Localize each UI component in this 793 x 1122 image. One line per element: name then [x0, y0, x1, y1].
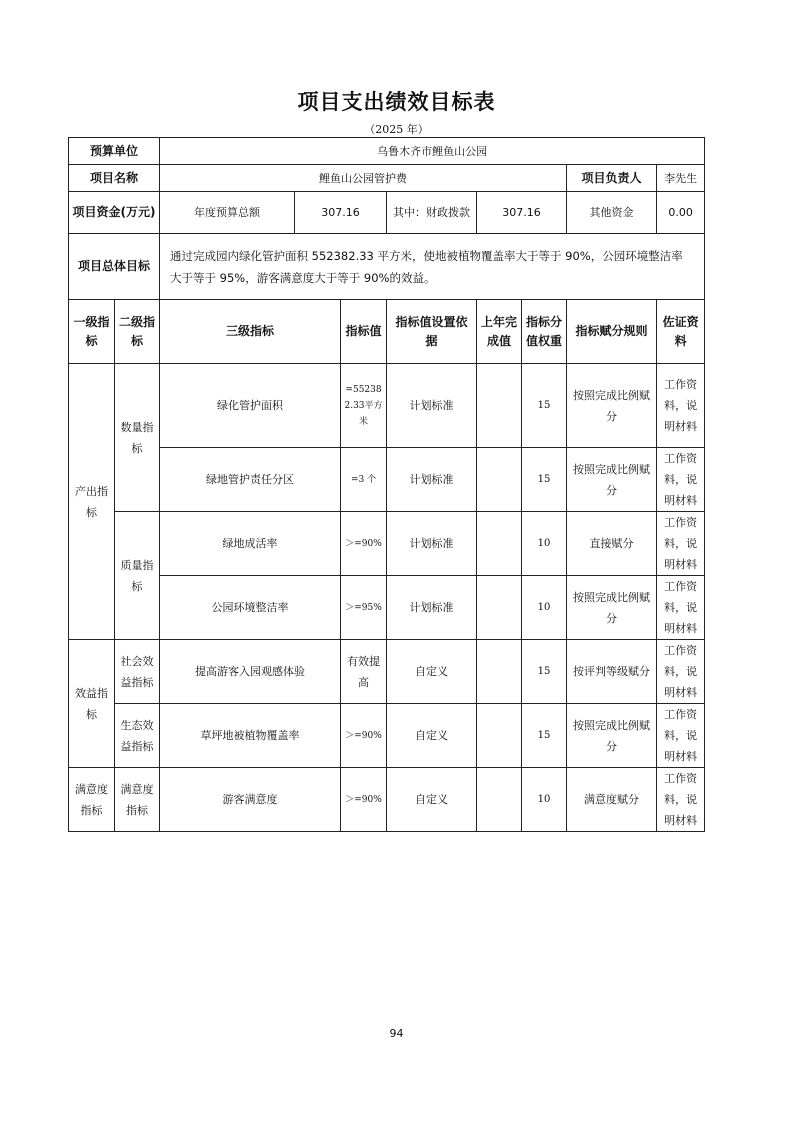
table-row [69, 512, 705, 576]
header-level3: 三级指标 [160, 300, 341, 364]
table-row [69, 448, 705, 512]
group-eco: 生态效益指标 [115, 704, 160, 768]
indicator-value: =3 个 [341, 448, 387, 512]
table-row [69, 576, 705, 640]
indicator-basis: 计划标准 [387, 576, 477, 640]
table-row [69, 704, 705, 768]
project-name-row [69, 165, 705, 192]
indicator-evidence: 工作资料，说明材料 [657, 640, 705, 704]
project-name-label: 项目名称 [69, 165, 160, 192]
group-quantity: 数量指标 [115, 364, 160, 512]
header-level1: 一级指标 [69, 300, 115, 364]
group-benefit: 效益指标 [69, 640, 115, 768]
indicator-value: 有效提高 [341, 640, 387, 704]
indicator-last-year [477, 704, 522, 768]
indicator-evidence: 工作资料，说明材料 [657, 768, 705, 832]
indicator-rule: 按照完成比例赋分 [567, 576, 657, 640]
project-funds-row [69, 192, 705, 234]
indicator-basis: 计划标准 [387, 512, 477, 576]
indicator-weight: 10 [522, 576, 567, 640]
indicator-evidence: 工作资料，说明材料 [657, 364, 705, 448]
indicator-last-year [477, 576, 522, 640]
indicator-weight: 15 [522, 640, 567, 704]
performance-target-table [68, 137, 705, 832]
indicator-basis: 自定义 [387, 768, 477, 832]
indicator-rule: 直接赋分 [567, 512, 657, 576]
table-row [69, 364, 705, 448]
budget-unit-label: 预算单位 [69, 138, 160, 165]
header-level2: 二级指标 [115, 300, 160, 364]
indicator-evidence: 工作资料，说明材料 [657, 512, 705, 576]
budget-unit-row [69, 138, 705, 165]
header-evidence: 佐证资料 [657, 300, 705, 364]
header-basis: 指标值设置依据 [387, 300, 477, 364]
indicator-rule: 按照完成比例赋分 [567, 448, 657, 512]
indicator-last-year [477, 512, 522, 576]
project-name-value: 鲤鱼山公园管护费 [160, 165, 567, 192]
indicator-value: ＞=95% [341, 576, 387, 640]
indicator-name: 公园环境整洁率 [160, 576, 341, 640]
indicator-name: 绿地成活率 [160, 512, 341, 576]
header-rule: 指标赋分规则 [567, 300, 657, 364]
indicator-basis: 计划标准 [387, 448, 477, 512]
indicator-basis: 自定义 [387, 640, 477, 704]
indicator-basis: 自定义 [387, 704, 477, 768]
header-last-year: 上年完成值 [477, 300, 522, 364]
group-satisfaction: 满意度指标 [69, 768, 115, 832]
leader-value: 李先生 [657, 165, 705, 192]
indicator-rule: 满意度赋分 [567, 768, 657, 832]
indicator-weight: 15 [522, 704, 567, 768]
indicator-rule: 按照完成比例赋分 [567, 704, 657, 768]
fiscal-value: 307.16 [477, 192, 567, 234]
page-number: 94 [389, 1027, 404, 1040]
page-title: 项目支出绩效目标表 [297, 90, 496, 114]
indicator-name: 绿化管护面积 [160, 364, 341, 448]
budget-unit-value: 乌鲁木齐市鲤鱼山公园 [160, 138, 705, 165]
year-subtitle: （2025 年） [364, 123, 429, 136]
indicator-weight: 15 [522, 364, 567, 448]
indicator-basis: 计划标准 [387, 364, 477, 448]
indicator-evidence: 工作资料，说明材料 [657, 704, 705, 768]
indicator-last-year [477, 448, 522, 512]
group-satisfaction-sub: 满意度指标 [115, 768, 160, 832]
header-value: 指标值 [341, 300, 387, 364]
indicator-last-year [477, 768, 522, 832]
indicator-value: ＞=90% [341, 512, 387, 576]
table-row [69, 768, 705, 832]
leader-label: 项目负责人 [567, 165, 657, 192]
indicator-evidence: 工作资料，说明材料 [657, 576, 705, 640]
indicator-rule: 按评判等级赋分 [567, 640, 657, 704]
annual-budget-label: 年度预算总额 [160, 192, 295, 234]
overall-goal-label: 项目总体目标 [69, 234, 160, 300]
indicator-last-year [477, 364, 522, 448]
indicator-name: 游客满意度 [160, 768, 341, 832]
table-row [69, 640, 705, 704]
indicator-evidence: 工作资料，说明材料 [657, 448, 705, 512]
indicator-value: ＞=90% [341, 768, 387, 832]
group-social: 社会效益指标 [115, 640, 160, 704]
group-output: 产出指标 [69, 364, 115, 640]
indicator-header-row [69, 300, 705, 364]
other-funds-label: 其他资金 [567, 192, 657, 234]
indicator-value: ＞=90% [341, 704, 387, 768]
indicator-weight: 10 [522, 768, 567, 832]
other-funds-value: 0.00 [657, 192, 705, 234]
indicator-weight: 10 [522, 512, 567, 576]
indicator-last-year [477, 640, 522, 704]
funds-label: 项目资金(万元) [69, 192, 160, 234]
group-quality: 质量指标 [115, 512, 160, 640]
fiscal-label: 其中：财政拨款 [387, 192, 477, 234]
indicator-weight: 15 [522, 448, 567, 512]
indicator-name: 提高游客入园观感体验 [160, 640, 341, 704]
overall-goal-row [69, 234, 705, 300]
indicator-value: =552382.33平方米 [341, 364, 387, 448]
indicator-name: 草坪地被植物覆盖率 [160, 704, 341, 768]
indicator-rule: 按照完成比例赋分 [567, 364, 657, 448]
header-weight: 指标分值权重 [522, 300, 567, 364]
annual-budget-value: 307.16 [295, 192, 387, 234]
overall-goal-value: 通过完成园内绿化管护面积 552382.33 平方米，使地被植物覆盖率大于等于 90%，公园环境整洁率大于等于 95%，游客满意度大于等于 90%的效益。 [160, 234, 705, 300]
indicator-name: 绿地管护责任分区 [160, 448, 341, 512]
